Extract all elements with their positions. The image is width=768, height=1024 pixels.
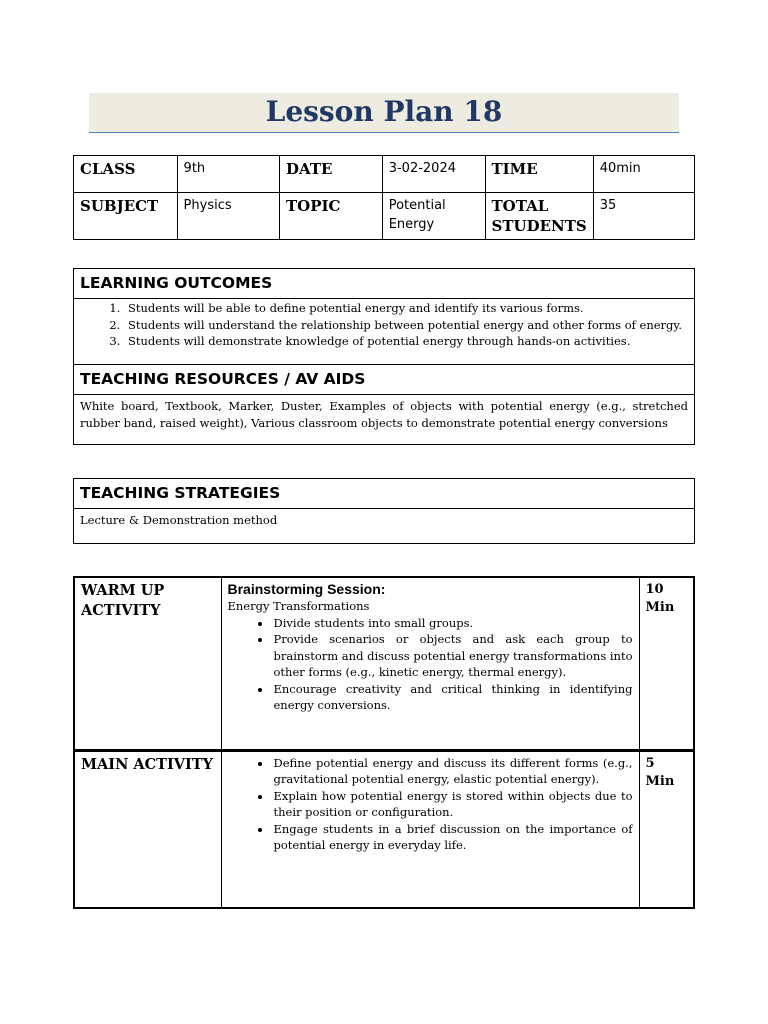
date-value: 3-02-2024: [382, 156, 485, 193]
activities-table: [73, 576, 695, 909]
title-banner: [89, 93, 679, 133]
resources-text: White board, Textbook, Marker, Duster, Examples of objects with potential energy (e.g., stretched rubber band, raised weight), Various classroom objects to demonstrate potential energy conversions: [74, 395, 695, 445]
time-value: 40min: [593, 156, 694, 193]
info-row: [74, 193, 695, 240]
warmup-row: [74, 577, 694, 750]
subject-label: SUBJECT: [74, 193, 178, 240]
learning-outcomes-list: [80, 300, 688, 350]
list-item: 2. Students will understand the relationship between potential energy and other forms of energy.: [124, 317, 688, 334]
main-activity-content: [221, 750, 639, 908]
topic-label: TOPIC: [280, 193, 383, 240]
strategies-heading: TEACHING STRATEGIES: [74, 479, 695, 509]
main-activity-time: 5 Min: [639, 750, 694, 908]
learning-outcomes-body: [74, 299, 695, 365]
list-item: • Encourage creativity and critical thinking in identifying energy conversions.: [272, 681, 633, 714]
class-label: CLASS: [74, 156, 178, 193]
list-item: • Explain how potential energy is stored within objects due to their position or configuration.: [272, 788, 633, 821]
info-row: [74, 156, 695, 193]
class-value: 9th: [177, 156, 279, 193]
total-students-value: 35: [593, 193, 694, 240]
warmup-subtitle: Energy Transformations: [227, 599, 370, 613]
main-activity-row: [74, 750, 694, 908]
strategies-table: [73, 478, 695, 544]
total-students-label: TOTAL STUDENTS: [485, 193, 593, 240]
date-label: DATE: [280, 156, 383, 193]
learning-outcomes-heading: LEARNING OUTCOMES: [74, 269, 695, 299]
main-activity-bullets: [228, 755, 633, 854]
time-label: TIME: [485, 156, 593, 193]
warmup-title: Brainstorming Session:: [227, 581, 386, 597]
list-item: 3. Students will demonstrate knowledge of potential energy through hands-on activities.: [124, 333, 688, 350]
warmup-bullets: [228, 615, 633, 714]
lesson-info-table: [73, 155, 695, 240]
topic-value: Potential Energy: [382, 193, 485, 240]
outcomes-resources-table: [73, 268, 695, 445]
list-item: • Define potential energy and discuss its different forms (e.g., gravitational potential energy, elastic potential energy).: [272, 755, 633, 788]
page-title: Lesson Plan 18: [265, 95, 503, 128]
strategies-text: Lecture & Demonstration method: [74, 509, 695, 544]
subject-value: Physics: [177, 193, 279, 240]
list-item: 1. Students will be able to define potential energy and identify its various forms.: [124, 300, 688, 317]
warmup-time: 10 Min: [639, 577, 694, 750]
list-item: • Engage students in a brief discussion on the importance of potential energy in everyday life.: [272, 821, 633, 854]
warmup-label: WARM UP ACTIVITY: [74, 577, 221, 750]
main-activity-label: MAIN ACTIVITY: [74, 750, 221, 908]
list-item: • Provide scenarios or objects and ask each group to brainstorm and discuss potential energy transformations into other forms (e.g., kinetic energy, thermal energy).: [272, 631, 633, 681]
warmup-content: [221, 577, 639, 750]
list-item: • Divide students into small groups.: [272, 615, 633, 632]
resources-heading: TEACHING RESOURCES / AV AIDS: [74, 365, 695, 395]
